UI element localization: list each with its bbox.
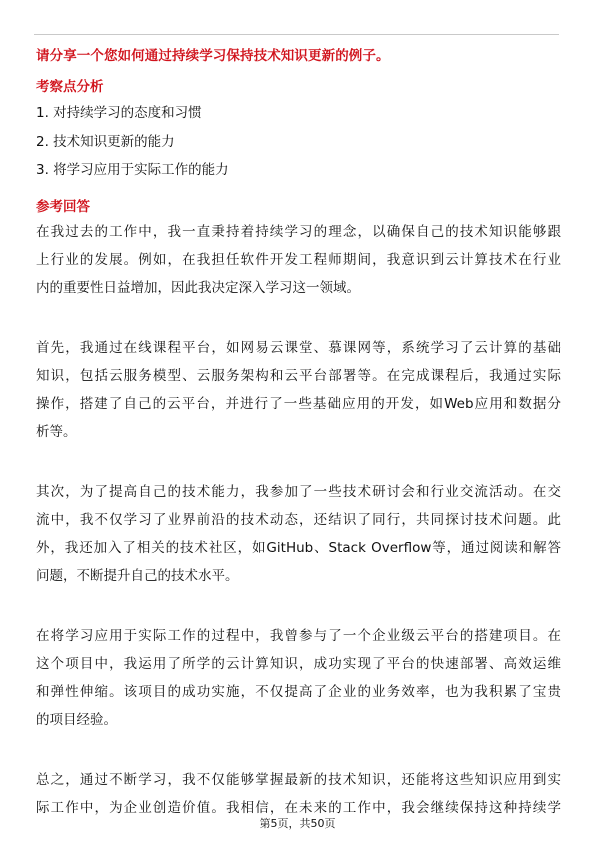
answer-line: 上行业的发展。例如，在我担任软件开发工程师期间，我意识到云计算技术在行业 [36,252,561,268]
answer-line: 其次，为了提高自己的技术能力，我参加了一些技术研讨会和行业交流活动。在交 [36,484,561,500]
answer-line: 内的重要性日益增加，因此我决定深入学习这一领域。 [36,280,360,296]
answer-line: 在将学习应用于实际工作的过程中，我曾参与了一个企业级云平台的搭建项目。在 [36,628,561,644]
answer-line: 知识，包括云服务模型、云服务架构和云平台部署等。在完成课程后，我通过实际 [36,368,561,384]
answer-line: 问题，不断提升自己的技术水平。 [36,568,239,584]
answer-line: 总之，通过不断学习，我不仅能够掌握最新的技术知识，还能将这些知识应用到实 [36,772,561,788]
answer-line: 的项目经验。 [36,712,117,728]
answer-line: 操作，搭建了自己的云平台，并进行了一些基础应用的开发，如Web应用和数据分 [36,396,561,412]
answer-line: 首先，我通过在线课程平台，如网易云课堂、慕课网等，系统学习了云计算的基础 [36,340,561,356]
question-title: 请分享一个您如何通过持续学习保持技术知识更新的例子。 [36,48,390,64]
analysis-point: 3. 将学习应用于实际工作的能力 [36,162,229,178]
answer-line: 这个项目中，我运用了所学的云计算知识，成功实现了平台的快速部署、高效运维 [36,656,561,672]
answer-line: 和弹性伸缩。该项目的成功实施，不仅提高了企业的业务效率，也为我积累了宝贵 [36,684,561,700]
top-divider [34,34,559,35]
answer-line: 外，我还加入了相关的技术社区，如GitHub、Stack Overflow等，通过阅读和解答 [36,540,561,556]
page-number: 第5页，共50页 [259,817,336,830]
answer-line: 在我过去的工作中，我一直秉持着持续学习的理念，以确保自己的技术知识能够跟 [36,224,561,240]
answer-line: 析等。 [36,424,77,440]
answer-line: 际工作中，为企业创造价值。我相信，在未来的工作中，我会继续保持这种持续学 [36,800,561,816]
answer-heading: 参考回答 [36,199,90,215]
analysis-heading: 考察点分析 [36,79,104,95]
answer-line: 流中，我不仅学习了业界前沿的技术动态，还结识了同行，共同探讨技术问题。此 [36,512,561,528]
analysis-point: 2. 技术知识更新的能力 [36,134,175,150]
analysis-point: 1. 对持续学习的态度和习惯 [36,105,202,121]
